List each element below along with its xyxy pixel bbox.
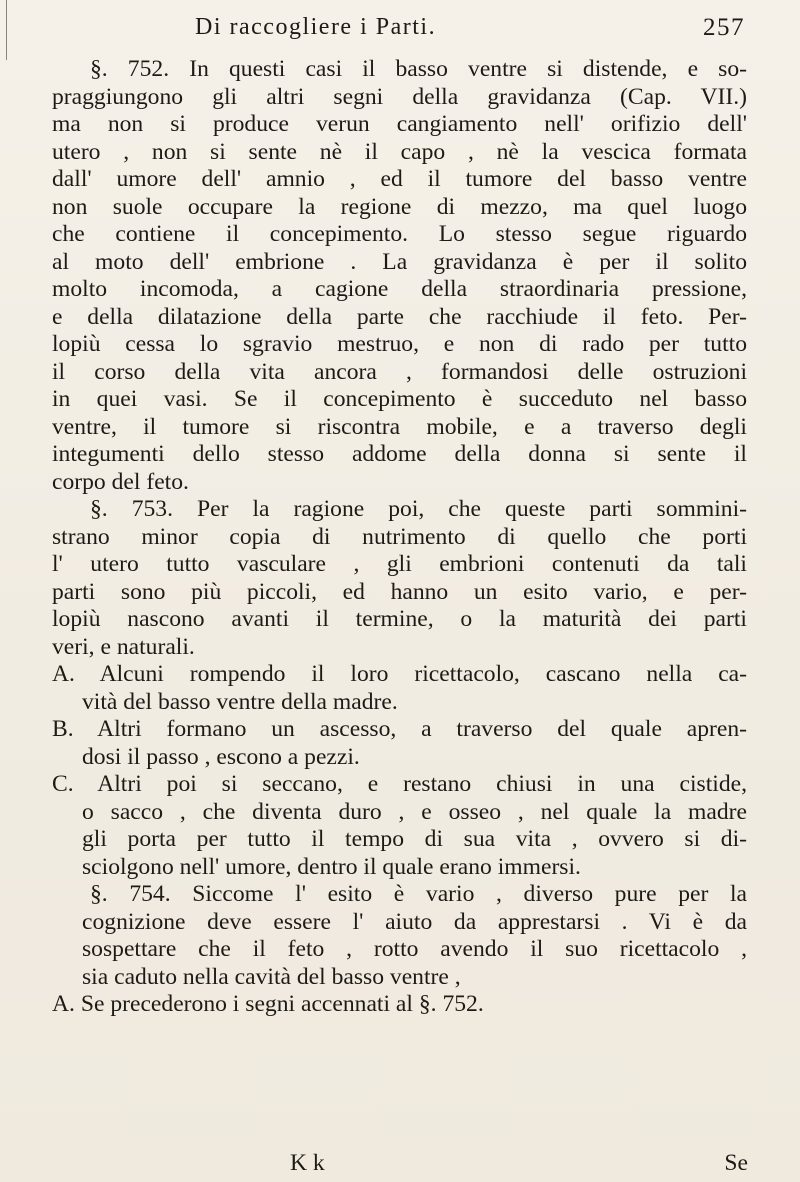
text-line: cognizione deve essere l' aiuto da apprestarsi . Vi è da [82, 908, 747, 935]
text-line: lopiù nascono avanti il termine, o la maturità dei parti [52, 606, 747, 632]
body-text [52, 56, 747, 1019]
text-line: sciolgono nell' umore, dentro il quale erano immersi. [82, 853, 581, 880]
text-line: il corso della vita ancora , formandosi delle ostruzioni [52, 358, 747, 385]
text-line: A. Alcuni rompendo il loro ricettacolo, cascano nella ca- [52, 661, 747, 687]
text-line: in quei vasi. Se il concepimento è succeduto nel basso [52, 386, 747, 412]
page-header [195, 14, 745, 48]
text-line: e della dilatazione della parte che racchiude il feto. Per- [52, 303, 747, 330]
text-line: ma non si produce verun cangiamento nell' orifizio dell' [52, 111, 747, 137]
text-line: lopiù cessa lo sgravio mestruo, e non di rado per tutto [52, 331, 747, 357]
text-line: A. Se precederono i segni accennati al §. 752. [52, 991, 484, 1017]
text-line: praggiungono gli altri segni della gravidanza (Cap. VII.) [52, 83, 747, 110]
page-number: 257 [703, 14, 745, 41]
text-line: che contiene il concepimento. Lo stesso segue riguardo [52, 221, 747, 247]
text-line: integumenti dello stesso addome della donna si sente il [52, 441, 747, 467]
page-footer [290, 1150, 748, 1178]
text-line: parti sono più piccoli, ed hanno un esito vario, e per- [52, 578, 747, 605]
text-line: sia caduto nella cavità del basso ventre , [82, 963, 461, 990]
text-line: ventre, il tumore si riscontra mobile, e a traverso degli [52, 413, 747, 440]
text-line: molto incomoda, a cagione della straordinaria pressione, [52, 276, 747, 302]
catchword: Se [724, 1150, 748, 1176]
text-line: vità del basso ventre della madre. [82, 688, 398, 715]
text-line: sospettare che il feto , rotto avendo il suo ricettacolo , [82, 936, 747, 962]
text-line: §. 752. In questi casi il basso ventre si distende, e so- [90, 56, 747, 82]
text-line: §. 754. Siccome l' esito è vario , diverso pure per la [90, 881, 747, 907]
signature-mark: K k [290, 1150, 325, 1176]
text-line: veri, e naturali. [52, 633, 195, 660]
text-line: al moto dell' embrione . La gravidanza è per il solito [52, 248, 747, 275]
text-line: §. 753. Per la ragione poi, che queste parti sommini- [90, 496, 747, 522]
text-line: corpo del feto. [52, 468, 189, 495]
text-line: dosi il passo , escono a pezzi. [82, 743, 360, 770]
text-line: o sacco , che diventa duro , e osseo , nel quale la madre [82, 798, 747, 825]
running-head: Di raccogliere i Parti. [195, 14, 437, 40]
text-line: non suole occupare la regione di mezzo, ma quel luogo [52, 193, 747, 220]
page-edge-mark [0, 0, 7, 60]
text-line: utero , non si sente nè il capo , nè la vescica formata [52, 138, 747, 165]
text-line: l' utero tutto vasculare , gli embrioni contenuti da tali [52, 551, 747, 577]
text-line: dall' umore dell' amnio , ed il tumore del basso ventre [52, 166, 747, 192]
text-line: C. Altri poi si seccano, e restano chiusi in una cistide, [52, 771, 747, 797]
text-line: B. Altri formano un ascesso, a traverso del quale apren- [52, 716, 747, 742]
text-line: gli porta per tutto il tempo di sua vita , ovvero si di- [82, 826, 747, 852]
text-line: strano minor copia di nutrimento di quello che porti [52, 523, 747, 550]
